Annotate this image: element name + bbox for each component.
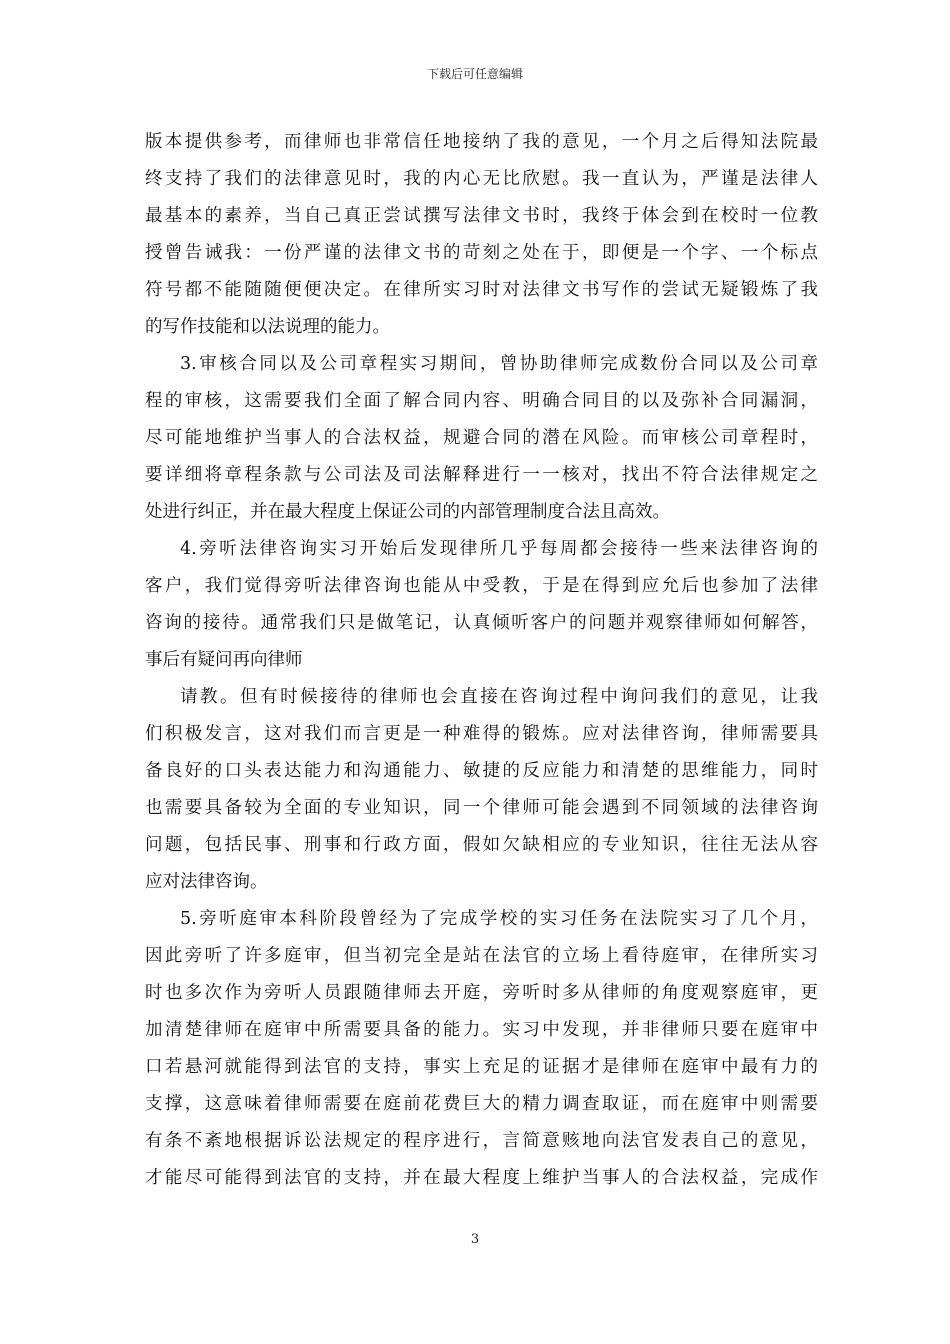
body-line: 问题，包括民事、刑事和行政方面，假如欠缺相应的专业知识，往往无法从容 xyxy=(145,835,818,855)
body-line: 终支持了我们的法律意见时，我的内心无比欣慰。我一直认为，严谨是法律人 xyxy=(145,169,818,189)
body-line: 程的审核，这需要我们全面了解合同内容、明确合同目的以及弥补合同漏洞， xyxy=(145,391,818,411)
body-line: 咨询的接待。通常我们只是做笔记，认真倾听客户的问题并观察律师如何解答， xyxy=(145,613,818,633)
document-body xyxy=(145,128,818,1201)
body-line: 备良好的口头表达能力和沟通能力、敏捷的反应能力和清楚的思维能力，同时 xyxy=(145,761,818,781)
body-line: 请教。但有时候接待的律师也会直接在咨询过程中询问我们的意见，让我 xyxy=(180,687,818,707)
body-line: 支撑，这意味着律师需要在庭前花费巨大的精力调查取证，而在庭审中则需要 xyxy=(145,1094,818,1114)
body-line: 5.旁听庭审本科阶段曾经为了完成学校的实习任务在法院实习了几个月， xyxy=(180,909,818,929)
body-line: 才能尽可能得到法官的支持，并在最大程度上维护当事人的合法权益，完成作 xyxy=(145,1168,818,1188)
body-line: 事后有疑问再向律师 xyxy=(145,650,303,670)
body-line: 的写作技能和以法说理的能力。 xyxy=(145,317,390,337)
page-number: 3 xyxy=(470,1232,480,1247)
body-line: 处进行纠正，并在最大程度上保证公司的内部管理制度合法且高效。 xyxy=(145,502,670,522)
page-header: 下载后可任意编辑 xyxy=(426,67,523,81)
body-line: 3.审核合同以及公司章程实习期间，曾协助律师完成数份合同以及公司章 xyxy=(180,354,818,374)
body-line: 授曾告诫我：一份严谨的法律文书的苛刻之处在于，即便是一个字、一个标点 xyxy=(145,243,818,263)
body-line: 最基本的素养，当自己真正尝试撰写法律文书时，我终于体会到在校时一位教 xyxy=(145,206,818,226)
body-line: 要详细将章程条款与公司法及司法解释进行一一核对，找出不符合法律规定之 xyxy=(145,465,818,485)
body-line: 尽可能地维护当事人的合法权益，规避合同的潜在风险。而审核公司章程时， xyxy=(145,428,818,448)
body-line: 们积极发言，这对我们而言更是一种难得的锻炼。应对法律咨询，律师需要具 xyxy=(145,724,818,744)
body-line: 口若悬河就能得到法官的支持，事实上充足的证据才是律师在庭审中最有力的 xyxy=(145,1057,818,1077)
body-line: 时也多次作为旁听人员跟随律师去开庭，旁听时多从律师的角度观察庭审，更 xyxy=(145,983,818,1003)
body-line: 客户，我们觉得旁听法律咨询也能从中受教，于是在得到应允后也参加了法律 xyxy=(145,576,818,596)
body-line: 有条不紊地根据诉讼法规定的程序进行，言简意赅地向法官发表自己的意见， xyxy=(145,1131,818,1151)
body-line: 加清楚律师在庭审中所需要具备的能力。实习中发现，并非律师只要在庭审中 xyxy=(145,1020,818,1040)
body-line: 也需要具备较为全面的专业知识，同一个律师可能会遇到不同领域的法律咨询 xyxy=(145,798,818,818)
body-line: 符号都不能随随便便决定。在律所实习时对法律文书写作的尝试无疑锻炼了我 xyxy=(145,280,818,300)
body-line: 版本提供参考，而律师也非常信任地接纳了我的意见，一个月之后得知法院最 xyxy=(145,132,818,152)
body-line: 4.旁听法律咨询实习开始后发现律所几乎每周都会接待一些来法律咨询的 xyxy=(180,539,818,559)
body-line: 因此旁听了许多庭审，但当初完全是站在法官的立场上看待庭审，在律所实习 xyxy=(145,946,818,966)
body-line: 应对法律咨询。 xyxy=(145,872,268,892)
